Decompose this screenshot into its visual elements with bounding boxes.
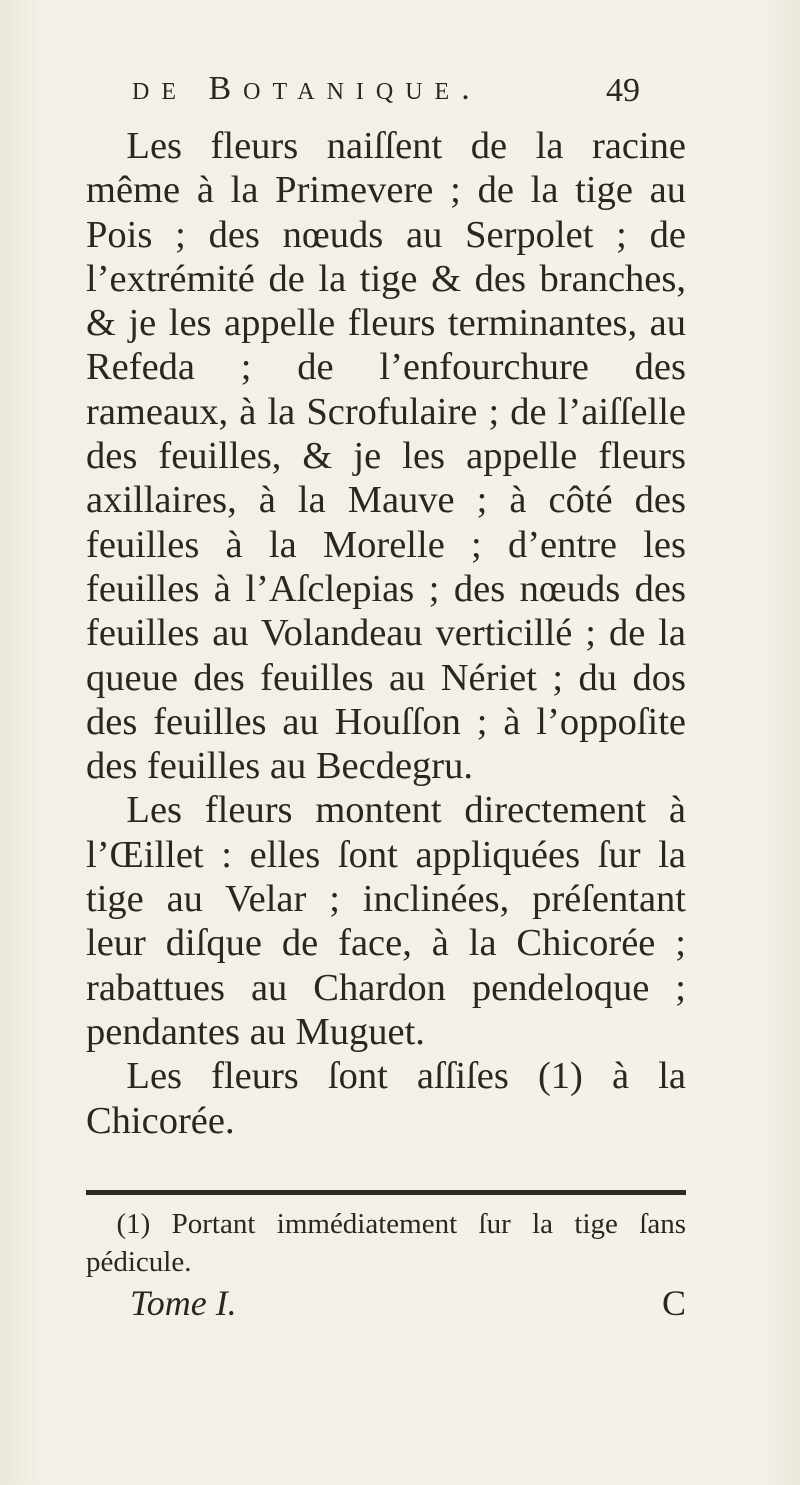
page-header — [120, 68, 640, 118]
paragraph-sessile-flowers: Les fleurs ſont aſſiſes (1) à la Chicorée. — [86, 1055, 686, 1142]
page-footer — [86, 1282, 686, 1326]
page-number: 49 — [606, 72, 640, 109]
signature-mark: C — [661, 1283, 686, 1323]
paragraph-flower-origins: Les fleurs naiſſent de la racine même à la Primevere ; de la tige au Pois ; des nœuds au Serpolet ; de l’extrémité de la tige & des branches, & je les appelle fleurs terminantes, au Refeda ; de l’enfourchure des rameaux, à la Scrofulaire ; de l’aiſſelle des feuilles, & je les appelle fleurs axillaires, à la Mauve ; à côté des feuilles à la Morelle ; d’entre les feuilles à l’Aſclepias ; des nœuds des feuilles au Volandeau verticillé ; de la queue des feuilles au Nériet ; du dos des feuilles au Houſſon ; à l’oppoſite des feuilles au Becdegru. — [86, 125, 686, 788]
volume-label: Tome I. — [130, 1283, 237, 1323]
footnote — [86, 1205, 686, 1281]
paragraph-flower-directions: Les fleurs montent directement à l’Œillet : elles ſont appliquées ſur la tige au Velar ; inclinées, préſentant leur diſque de face, à la Chicorée ; rabattues au Chardon pendeloque ; pendantes au Muguet. — [86, 789, 686, 1053]
body-text — [86, 124, 686, 1143]
running-head: de Botanique. — [132, 70, 482, 107]
footnote-text: (1) Portant immédiatement ſur la tige ſans pédicule. — [86, 1208, 686, 1278]
footnote-rule — [86, 1190, 686, 1195]
